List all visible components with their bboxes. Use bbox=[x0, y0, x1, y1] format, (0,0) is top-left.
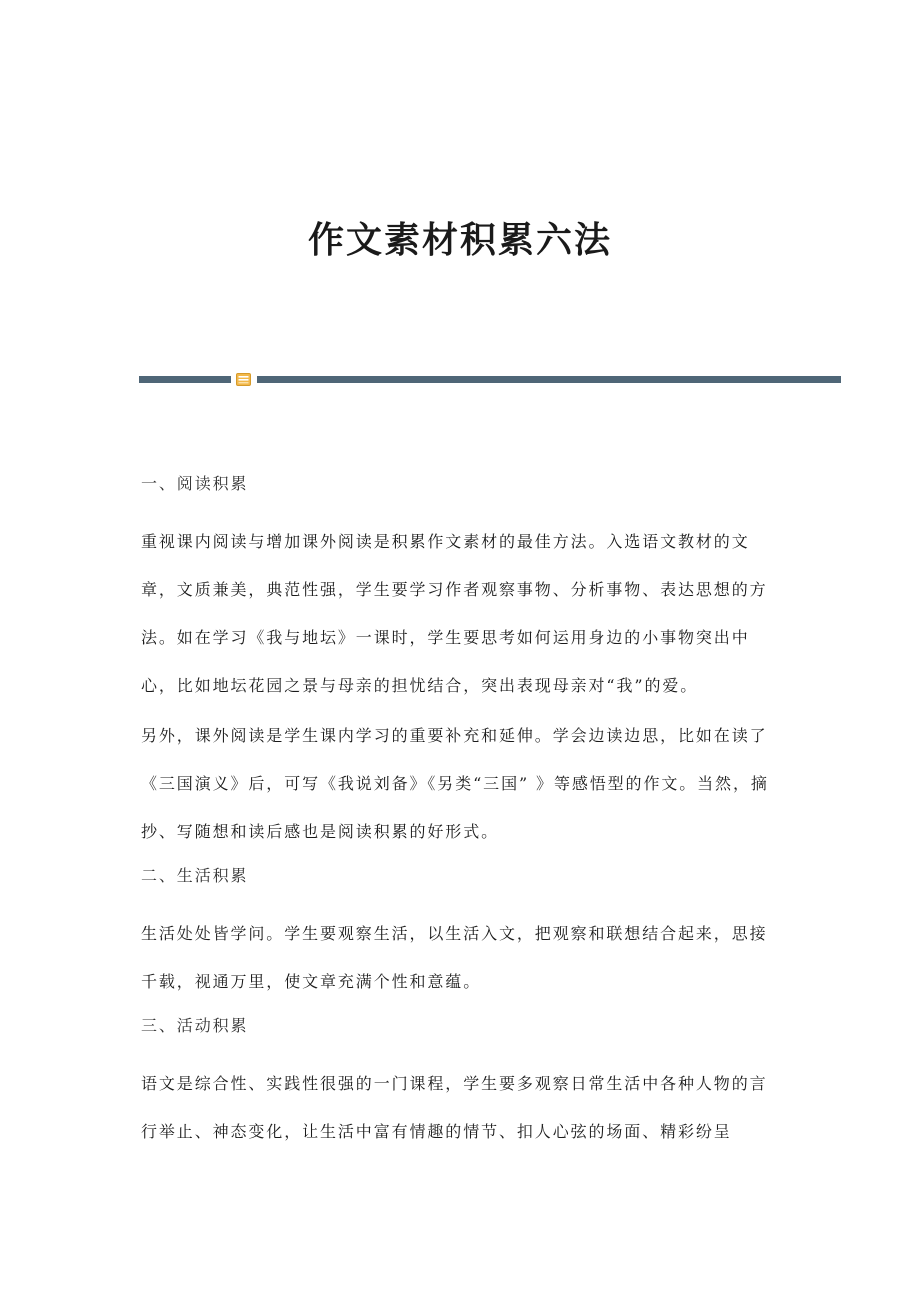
divider-bar-left bbox=[139, 376, 231, 383]
section-paragraph: 语文是综合性、实践性很强的一门课程，学生要多观察日常生活中各种人物的言行举止、神态变化，让生活中富有情趣的情节、扣人心弦的场面、精彩纷呈 bbox=[141, 1074, 768, 1141]
divider-bar-right bbox=[257, 376, 841, 383]
section-heading: 二、生活积累 bbox=[141, 866, 249, 885]
section-paragraph: 生活处处皆学问。学生要观察生活，以生活入文，把观察和联想结合起来，思接千载，视通万里，使文章充满个性和意蕴。 bbox=[141, 924, 768, 991]
document-body bbox=[141, 466, 781, 1158]
book-ornament-icon bbox=[236, 373, 251, 386]
title-divider bbox=[139, 373, 841, 387]
section-paragraph: 另外，课外阅读是学生课内学习的重要补充和延伸。学会边读边思，比如在读了《三国演义》后，可写《我说刘备》《另类“三国” 》等感悟型的作文。当然，摘抄、写随想和读后感也是阅读积累的好形式。 bbox=[141, 726, 769, 841]
section-heading: 一、阅读积累 bbox=[141, 474, 249, 493]
section-heading: 三、活动积累 bbox=[141, 1016, 249, 1035]
section-paragraph: 重视课内阅读与增加课外阅读是积累作文素材的最佳方法。入选语文教材的文章，文质兼美，典范性强，学生要学习作者观察事物、分析事物、表达思想的方法。如在学习《我与地坛》一课时，学生要思考如何运用身边的小事物突出中心，比如地坛花园之景与母亲的担忧结合，突出表现母亲对“我”的爱。 bbox=[141, 532, 768, 695]
document-title: 作文素材积累六法 bbox=[307, 219, 612, 261]
